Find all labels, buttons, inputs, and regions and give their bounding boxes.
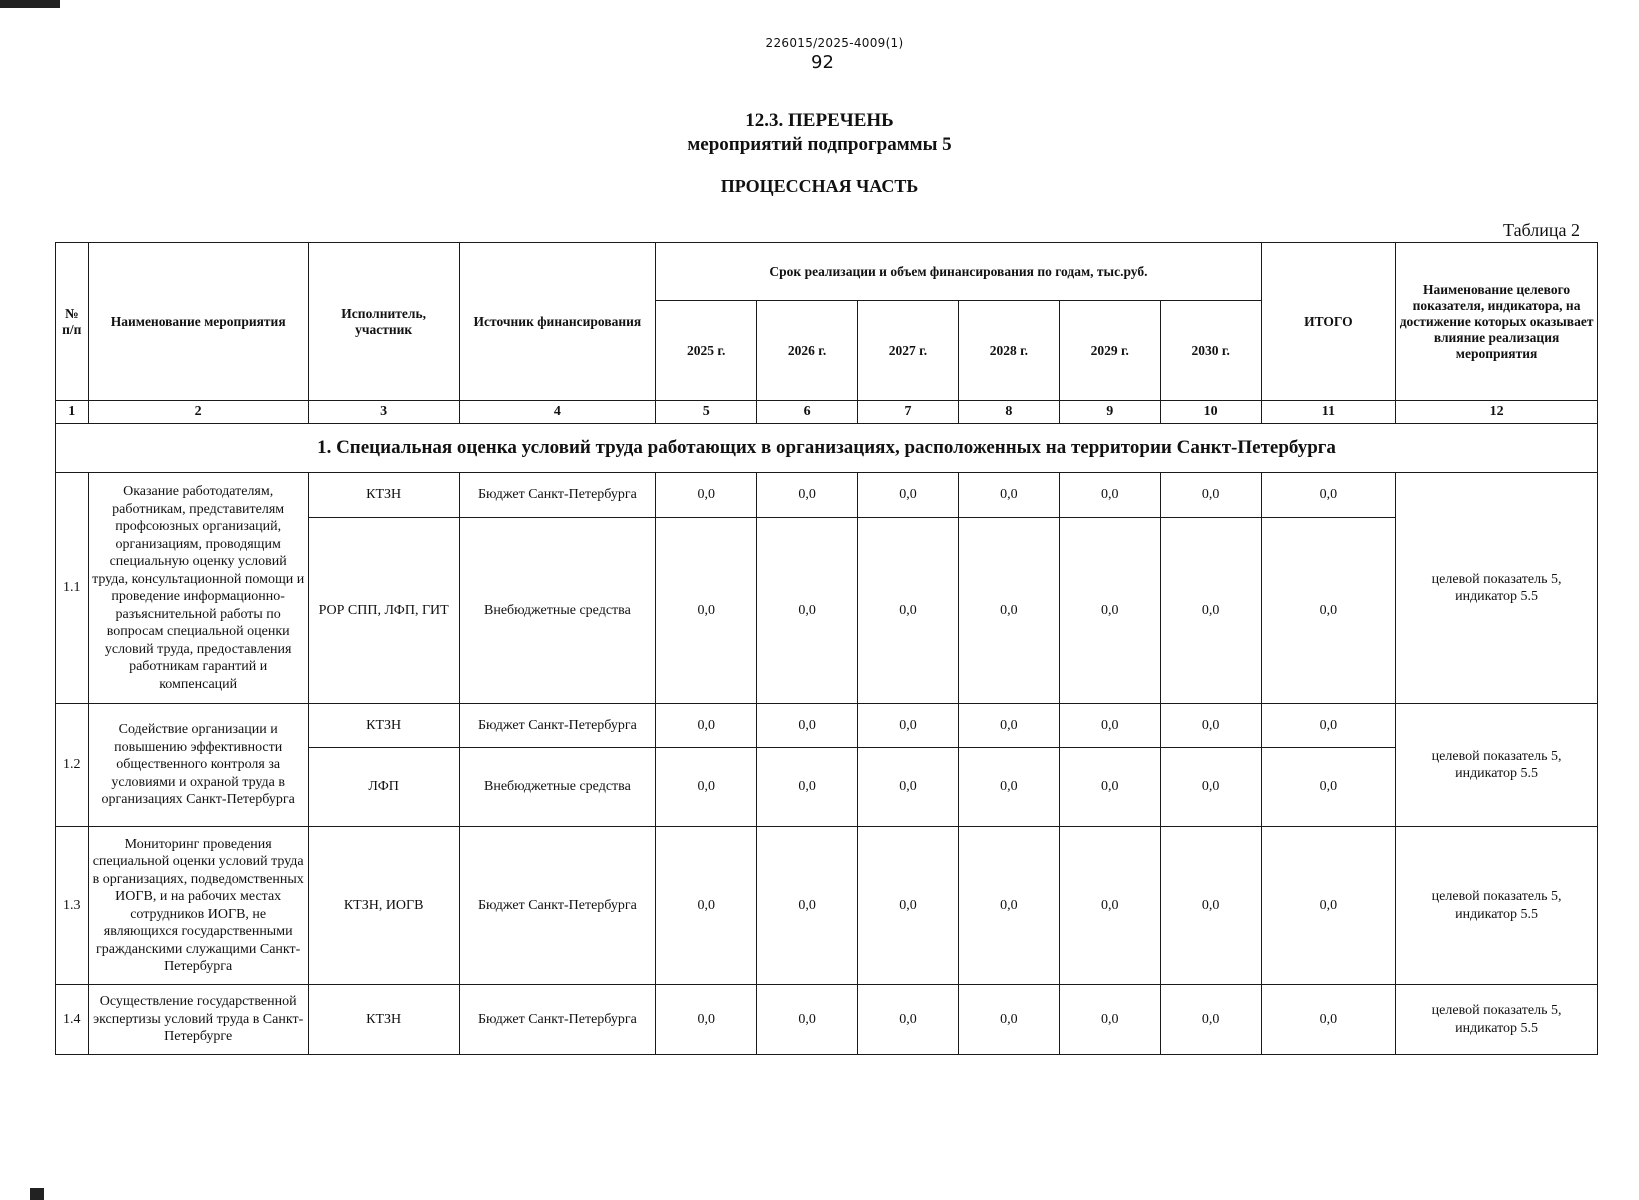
- total-cell: 0,0: [1261, 985, 1396, 1055]
- value-cell: 0,0: [858, 518, 959, 704]
- source-cell: Бюджет Санкт-Петербурга: [459, 827, 656, 985]
- value-cell: 0,0: [1059, 704, 1160, 748]
- value-cell: 0,0: [1160, 518, 1261, 704]
- column-number: 7: [858, 401, 959, 424]
- measure-name: Содействие организации и повышению эффективности общественного контроля за условиями и охраной труда в организациях Санкт-Петербурга: [88, 704, 308, 827]
- executor-cell: КТЗН: [308, 473, 459, 518]
- table-row: [56, 473, 1598, 518]
- page-number: 92: [811, 52, 834, 73]
- value-cell: 0,0: [958, 748, 1059, 827]
- total-cell: 0,0: [1261, 473, 1396, 518]
- value-cell: 0,0: [656, 473, 757, 518]
- table-caption: Таблица 2: [1503, 220, 1580, 240]
- column-number: 4: [459, 401, 656, 424]
- target-indicator: целевой показатель 5, индикатор 5.5: [1396, 473, 1598, 704]
- value-cell: 0,0: [1160, 473, 1261, 518]
- value-cell: 0,0: [858, 748, 959, 827]
- scan-edge-mark: [0, 0, 60, 8]
- value-cell: 0,0: [858, 473, 959, 518]
- document-id: 226015/2025-4009(1): [765, 36, 904, 50]
- source-cell: Внебюджетные средства: [459, 748, 656, 827]
- value-cell: 0,0: [757, 748, 858, 827]
- header-num: № п/п: [56, 243, 89, 401]
- measure-name: Оказание работодателям, работникам, представителям профсоюзных организаций, организациям, проводящим специальную оценку условий труда, консультационной помощи и проведение информационно-разъяснительной работы по вопросам специальной оценки условий труда, предоставления работникам гарантий и компенсаций: [88, 473, 308, 704]
- value-cell: 0,0: [656, 518, 757, 704]
- header-year: 2027 г.: [858, 301, 959, 401]
- header-year: 2025 г.: [656, 301, 757, 401]
- measure-name: Осуществление государственной экспертизы условий труда в Санкт-Петербурге: [88, 985, 308, 1055]
- value-cell: 0,0: [1059, 473, 1160, 518]
- value-cell: 0,0: [858, 985, 959, 1055]
- column-number: 6: [757, 401, 858, 424]
- table-row: [56, 704, 1598, 748]
- value-cell: 0,0: [757, 518, 858, 704]
- column-number: 3: [308, 401, 459, 424]
- section-row: [56, 424, 1598, 473]
- section-heading: 1. Специальная оценка условий труда работающих в организациях, расположенных на территории Санкт-Петербурга: [56, 424, 1598, 473]
- header-target: Наименование целевого показателя, индикатора, на достижение которых оказывает влияние реализация мероприятия: [1396, 243, 1598, 401]
- total-cell: 0,0: [1261, 748, 1396, 827]
- measures-table: [55, 242, 1598, 1055]
- value-cell: 0,0: [656, 985, 757, 1055]
- executor-cell: КТЗН: [308, 985, 459, 1055]
- column-number-row: [56, 401, 1598, 424]
- source-cell: Бюджет Санкт-Петербурга: [459, 473, 656, 518]
- column-number: 1: [56, 401, 89, 424]
- header-total: ИТОГО: [1261, 243, 1396, 401]
- value-cell: 0,0: [1059, 827, 1160, 985]
- executor-cell: КТЗН: [308, 704, 459, 748]
- total-cell: 0,0: [1261, 518, 1396, 704]
- executor-cell: ЛФП: [308, 748, 459, 827]
- header-row: [56, 243, 1598, 301]
- header-period: Срок реализации и объем финансирования по годам, тыс.руб.: [656, 243, 1261, 301]
- value-cell: 0,0: [656, 827, 757, 985]
- source-cell: Бюджет Санкт-Петербурга: [459, 985, 656, 1055]
- value-cell: 0,0: [958, 518, 1059, 704]
- value-cell: 0,0: [757, 827, 858, 985]
- value-cell: 0,0: [1160, 827, 1261, 985]
- header-name: Наименование мероприятия: [88, 243, 308, 401]
- section-subtitle: мероприятий подпрограммы 5: [687, 134, 952, 155]
- column-number: 8: [958, 401, 1059, 424]
- table-row: [56, 827, 1598, 985]
- column-number: 5: [656, 401, 757, 424]
- column-number: 11: [1261, 401, 1396, 424]
- column-number: 12: [1396, 401, 1598, 424]
- part-title: ПРОЦЕССНАЯ ЧАСТЬ: [720, 176, 919, 196]
- value-cell: 0,0: [858, 704, 959, 748]
- row-number: 1.1: [56, 473, 89, 704]
- target-indicator: целевой показатель 5, индикатор 5.5: [1396, 704, 1598, 827]
- executor-cell: КТЗН, ИОГВ: [308, 827, 459, 985]
- scan-edge-mark: [30, 1188, 44, 1200]
- header-executor: Исполнитель, участник: [308, 243, 459, 401]
- value-cell: 0,0: [958, 827, 1059, 985]
- value-cell: 0,0: [656, 748, 757, 827]
- value-cell: 0,0: [1059, 985, 1160, 1055]
- value-cell: 0,0: [1160, 985, 1261, 1055]
- value-cell: 0,0: [757, 985, 858, 1055]
- value-cell: 0,0: [958, 473, 1059, 518]
- source-cell: Бюджет Санкт-Петербурга: [459, 704, 656, 748]
- header-source: Источник финансирования: [459, 243, 656, 401]
- total-cell: 0,0: [1261, 827, 1396, 985]
- section-title: 12.3. ПЕРЕЧЕНЬ: [745, 110, 894, 131]
- page-header: [0, 36, 1639, 73]
- row-number: 1.3: [56, 827, 89, 985]
- value-cell: 0,0: [1160, 748, 1261, 827]
- source-cell: Внебюджетные средства: [459, 518, 656, 704]
- header-year: 2026 г.: [757, 301, 858, 401]
- column-number: 2: [88, 401, 308, 424]
- column-number: 10: [1160, 401, 1261, 424]
- row-number: 1.2: [56, 704, 89, 827]
- value-cell: 0,0: [1160, 704, 1261, 748]
- header-year: 2029 г.: [1059, 301, 1160, 401]
- target-indicator: целевой показатель 5, индикатор 5.5: [1396, 985, 1598, 1055]
- value-cell: 0,0: [958, 985, 1059, 1055]
- measure-name: Мониторинг проведения специальной оценки условий труда в организациях, подведомственных ИОГВ, и на рабочих местах сотрудников ИОГВ, не являющихся государственными гражданскими служащими Санкт-Петербурга: [88, 827, 308, 985]
- header-year: 2028 г.: [958, 301, 1059, 401]
- row-number: 1.4: [56, 985, 89, 1055]
- value-cell: 0,0: [858, 827, 959, 985]
- value-cell: 0,0: [1059, 748, 1160, 827]
- value-cell: 0,0: [1059, 518, 1160, 704]
- target-indicator: целевой показатель 5, индикатор 5.5: [1396, 827, 1598, 985]
- column-number: 9: [1059, 401, 1160, 424]
- value-cell: 0,0: [757, 704, 858, 748]
- table-row: [56, 985, 1598, 1055]
- executor-cell: РОР СПП, ЛФП, ГИТ: [308, 518, 459, 704]
- header-year: 2030 г.: [1160, 301, 1261, 401]
- value-cell: 0,0: [656, 704, 757, 748]
- total-cell: 0,0: [1261, 704, 1396, 748]
- value-cell: 0,0: [757, 473, 858, 518]
- value-cell: 0,0: [958, 704, 1059, 748]
